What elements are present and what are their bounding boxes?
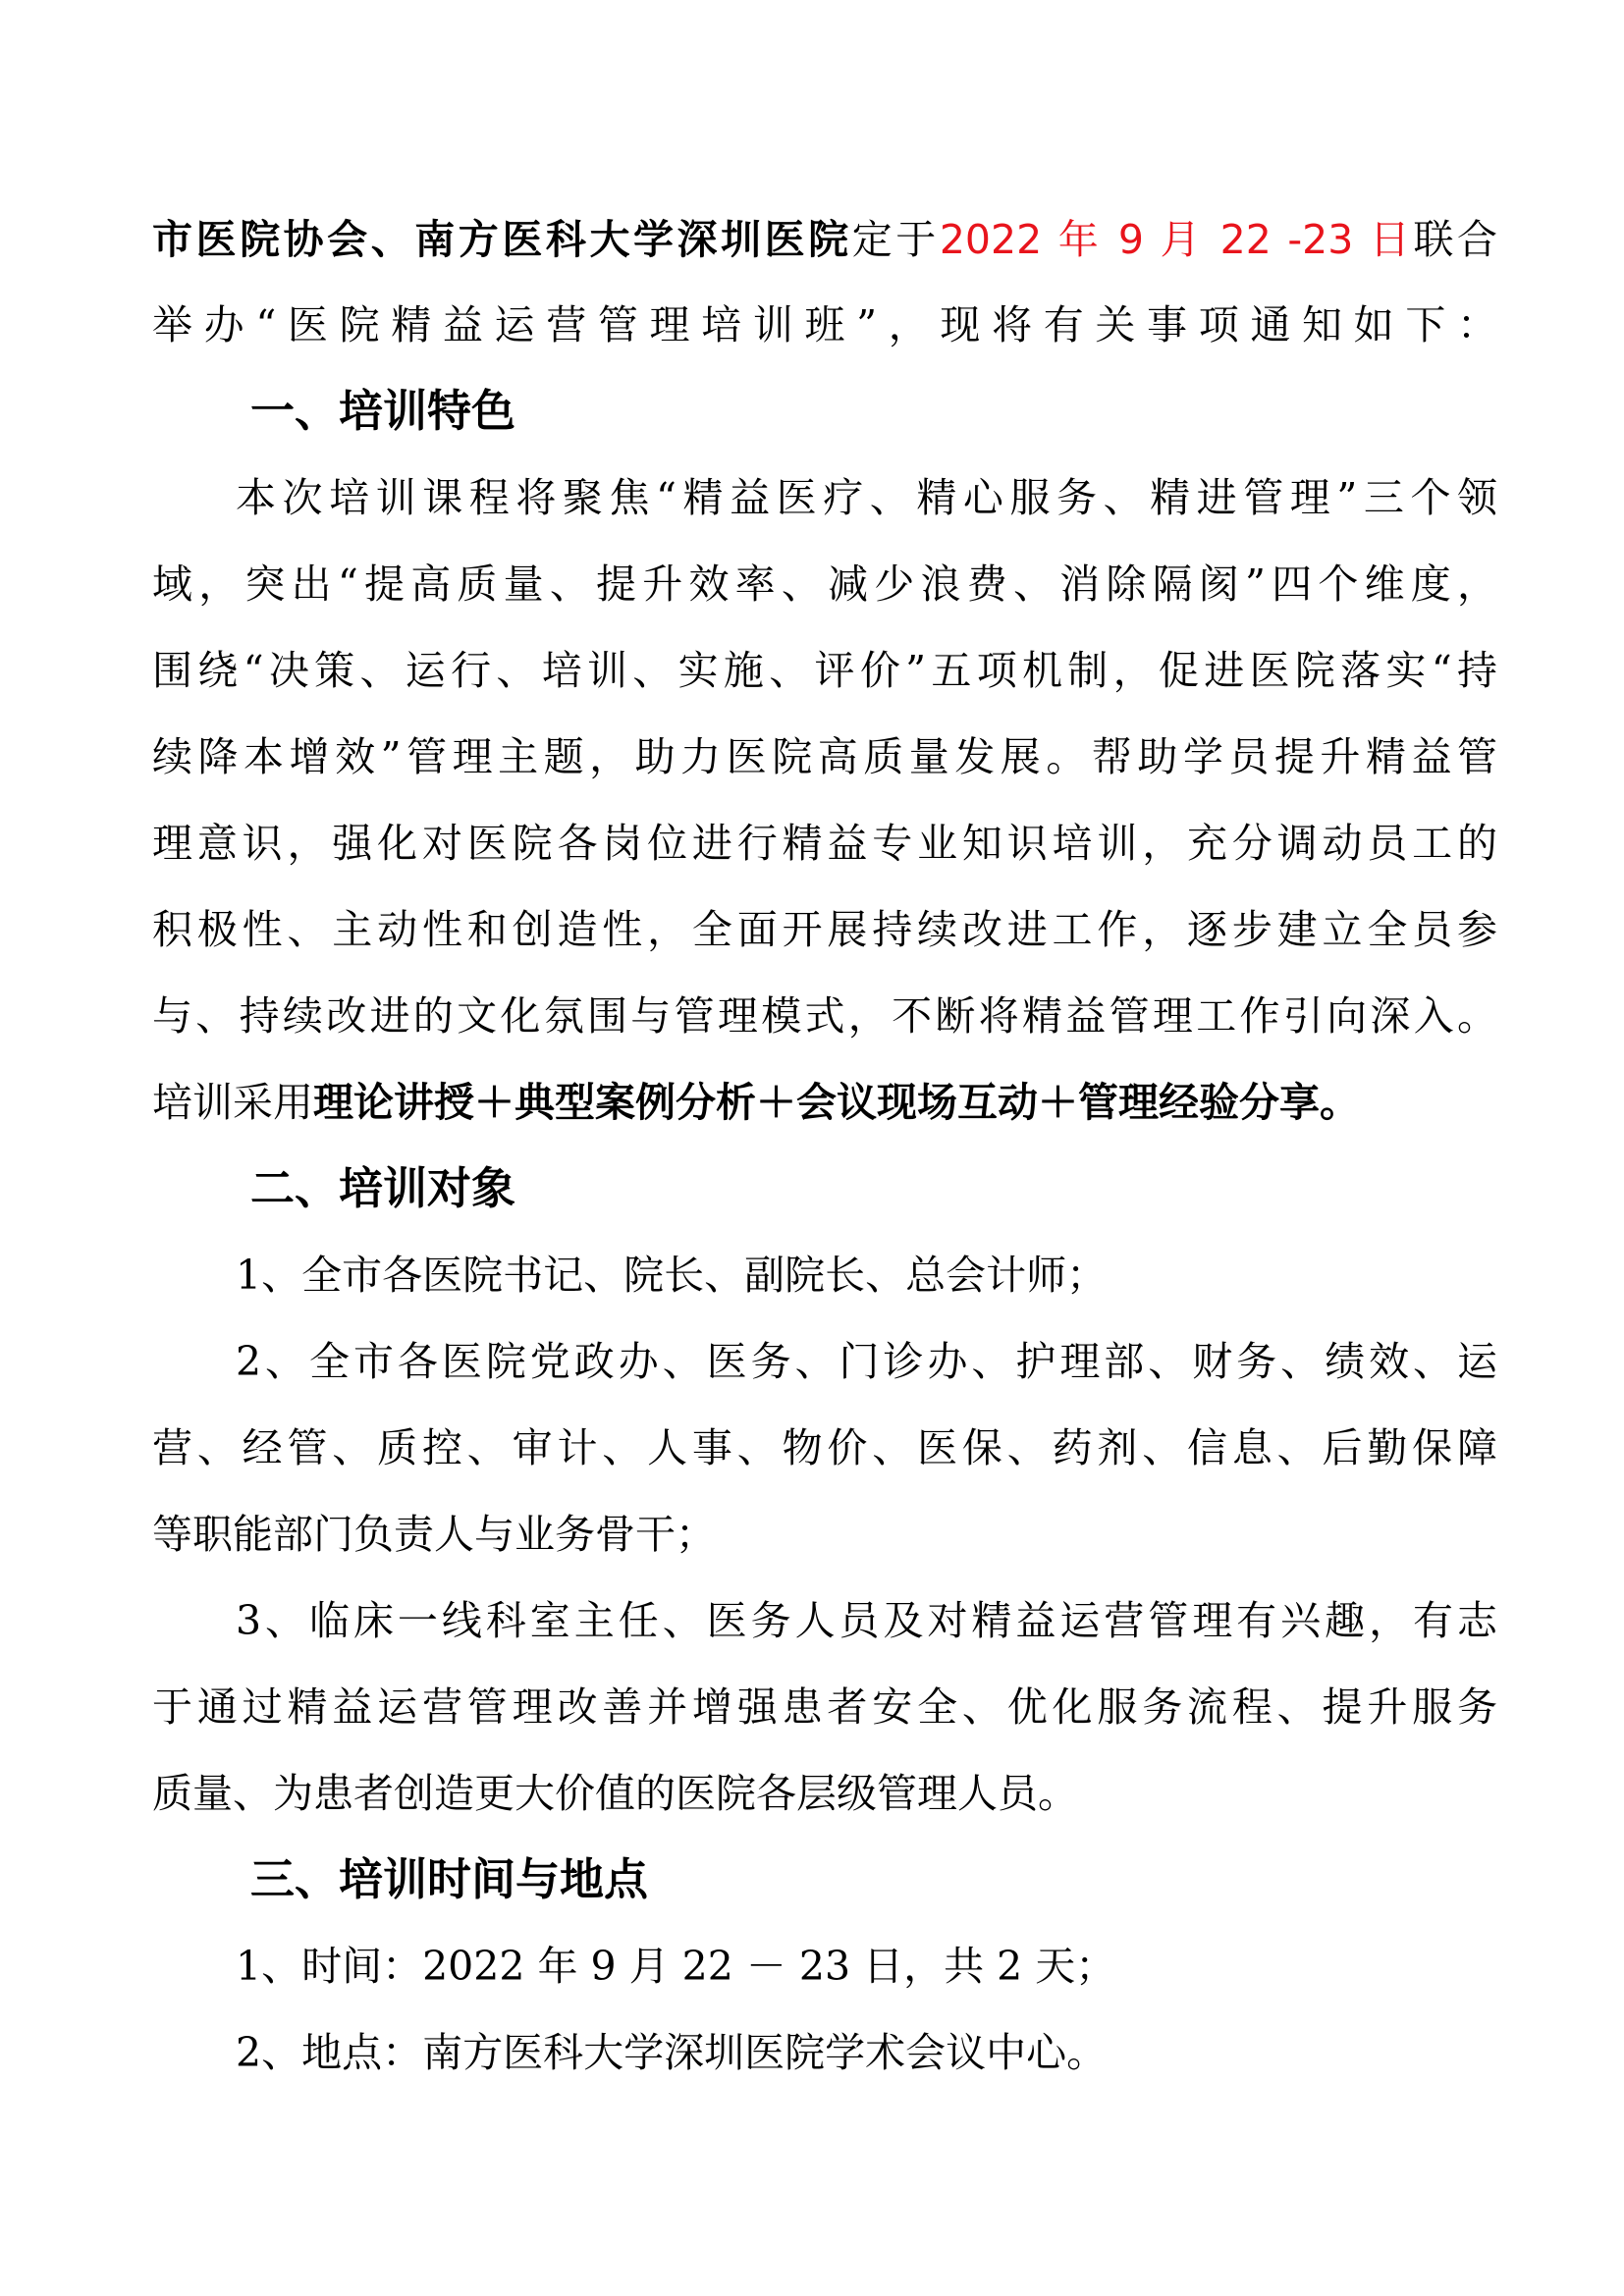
- audience-item-2-line-3: 等职能部门负责人与业务骨干；: [152, 1511, 716, 1558]
- features-line-5: 理意识，强化对医院各岗位进行精益专业知识培训，充分调动员工的: [152, 820, 1497, 867]
- audience-item-2-line-2: 营、经管、质控、审计、人事、物价、医保、药剂、信息、后勤保障: [152, 1424, 1497, 1471]
- intro-text-1: 定于: [851, 216, 940, 263]
- training-time: 1、时间：2022 年 9 月 22 － 23 日，共 2 天；: [236, 1943, 1116, 1990]
- section-heading-audience: 二、培训对象: [250, 1162, 516, 1214]
- intro-line-2: 举办“医院精益运营管理培训班”，现将有关事项通知如下：: [152, 301, 1497, 348]
- intro-text-2: 联合: [1413, 216, 1497, 263]
- features-line-7: 与、持续改进的文化氛围与管理模式，不断将精益管理工作引向深入。: [152, 992, 1497, 1040]
- event-date: 2022 年 9 月 22 -23 日: [939, 216, 1414, 263]
- training-method-prefix: 培训采用: [152, 1079, 313, 1126]
- audience-item-3-line-3: 质量、为患者创造更大价值的医院各层级管理人员。: [152, 1770, 1078, 1817]
- features-line-2: 域，突出“提高质量、提升效率、减少浪费、消除隔阂”四个维度，: [152, 561, 1497, 608]
- organizer-names: 市医院协会、南方医科大学深圳医院: [152, 216, 852, 263]
- features-line-8: [152, 1059, 1497, 1146]
- section-heading-time-place: 三、培训时间与地点: [250, 1853, 649, 1905]
- audience-item-2-line-1: 2、全市各医院党政办、医务、门诊办、护理部、财务、绩效、运: [236, 1338, 1497, 1385]
- audience-item-3-line-1: 3、临床一线科室主任、医务人员及对精益运营管理有兴趣，有志: [236, 1597, 1497, 1644]
- features-line-3: 围绕“决策、运行、培训、实施、评价”五项机制，促进医院落实“持: [152, 647, 1497, 694]
- audience-item-3-line-2: 于通过精益运营管理改善并增强患者安全、优化服务流程、提升服务: [152, 1683, 1497, 1731]
- features-line-4: 续降本增效”管理主题，助力医院高质量发展。帮助学员提升精益管: [152, 733, 1497, 780]
- training-method-bold: 理论讲授＋典型案例分析＋会议现场互动＋管理经验分享。: [313, 1079, 1360, 1126]
- section-heading-features: 一、培训特色: [250, 385, 516, 437]
- intro-line-1: [152, 196, 1497, 283]
- features-line-6: 积极性、主动性和创造性，全面开展持续改进工作，逐步建立全员参: [152, 906, 1497, 953]
- audience-item-1: 1、全市各医院书记、院长、副院长、总会计师；: [236, 1252, 1108, 1299]
- features-line-1: 本次培训课程将聚焦“精益医疗、精心服务、精进管理”三个领: [236, 474, 1497, 521]
- training-place: 2、地点：南方医科大学深圳医院学术会议中心。: [236, 2029, 1108, 2076]
